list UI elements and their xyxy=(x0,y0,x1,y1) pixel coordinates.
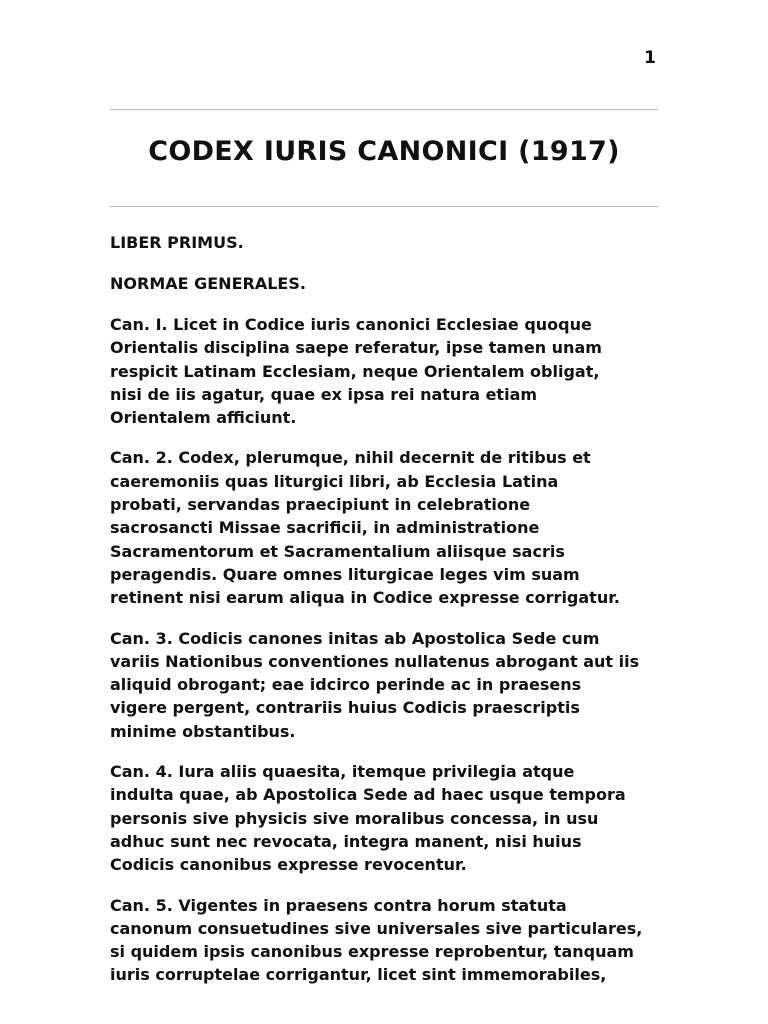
canon-paragraph xyxy=(110,627,670,743)
canon-line: Codicis canonibus expresse revocentur. xyxy=(110,855,467,875)
canon-line: Can. 4. Iura aliis quaesita, itemque privilegia atque xyxy=(110,762,575,782)
canon-list xyxy=(110,313,670,987)
canon-line: nisi de iis agatur, quae ex ipsa rei natura etiam xyxy=(110,384,538,404)
canon-line: iuris corruptelae corrigantur, licet sint immemorabiles, xyxy=(110,965,607,985)
canon-line: Orientalem afficiunt. xyxy=(110,408,297,428)
canon-paragraph xyxy=(110,894,670,987)
canon-line: indulta quae, ab Apostolica Sede ad haec usque tempora xyxy=(110,785,626,805)
page-number: 1 xyxy=(644,48,656,68)
canon-line: Can. 2. Codex, plerumque, nihil decernit de ritibus et xyxy=(110,448,591,468)
title-rule-top xyxy=(110,109,658,110)
canon-line: peragendis. Quare omnes liturgicae leges vim suam xyxy=(110,564,580,584)
canon-line: variis Nationibus conventiones nullatenus abrogant aut iis xyxy=(110,651,640,671)
document-body xyxy=(110,231,670,1004)
canon-line: si quidem ipsis canonibus expresse reprobentur, tanquam xyxy=(110,942,634,962)
section-heading: NORMAE GENERALES. xyxy=(110,274,306,293)
canon-line: caeremoniis quas liturgici libri, ab Ecclesia Latina xyxy=(110,471,559,491)
canon-line: aliquid obrogant; eae idcirco perinde ac in praesens xyxy=(110,675,582,695)
document-title: CODEX IURIS CANONICI (1917) xyxy=(148,136,620,167)
canon-line: vigere pergent, contrariis huius Codicis praescriptis xyxy=(110,698,580,718)
canon-line: Can. I. Licet in Codice iuris canonici Ecclesiae quoque xyxy=(110,315,592,334)
canon-line: retinent nisi earum aliqua in Codice expresse corrigatur. xyxy=(110,588,620,608)
canon-line: probati, servandas praecipiunt in celebratione xyxy=(110,495,531,515)
canon-line: canonum consuetudines sive universales sive particulares, xyxy=(110,918,643,938)
canon-line: adhuc sunt nec revocata, integra manent, nisi huius xyxy=(110,831,582,851)
canon-line: Sacramentorum et Sacramentalium aliisque sacris xyxy=(110,541,565,561)
canon-line: respicit Latinam Ecclesiam, neque Orientalem obligat, xyxy=(110,361,600,381)
book-heading: LIBER PRIMUS. xyxy=(110,233,244,252)
canon-paragraph xyxy=(110,446,670,609)
canon-line: sacrosancti Missae sacrificii, in administratione xyxy=(110,518,540,538)
canon-line: minime obstantibus. xyxy=(110,721,296,741)
canon-paragraph xyxy=(110,760,670,876)
canon-line: Can. 3. Codicis canones initas ab Apostolica Sede cum xyxy=(110,628,600,648)
canon-line: Orientalis disciplina saepe referatur, ipse tamen unam xyxy=(110,338,602,358)
title-rule-bottom xyxy=(110,206,658,207)
canon-line: Can. 5. Vigentes in praesens contra horum statuta xyxy=(110,895,567,915)
canon-line: personis sive physicis sive moralibus concessa, in usu xyxy=(110,808,599,828)
canon-paragraph xyxy=(110,313,670,429)
